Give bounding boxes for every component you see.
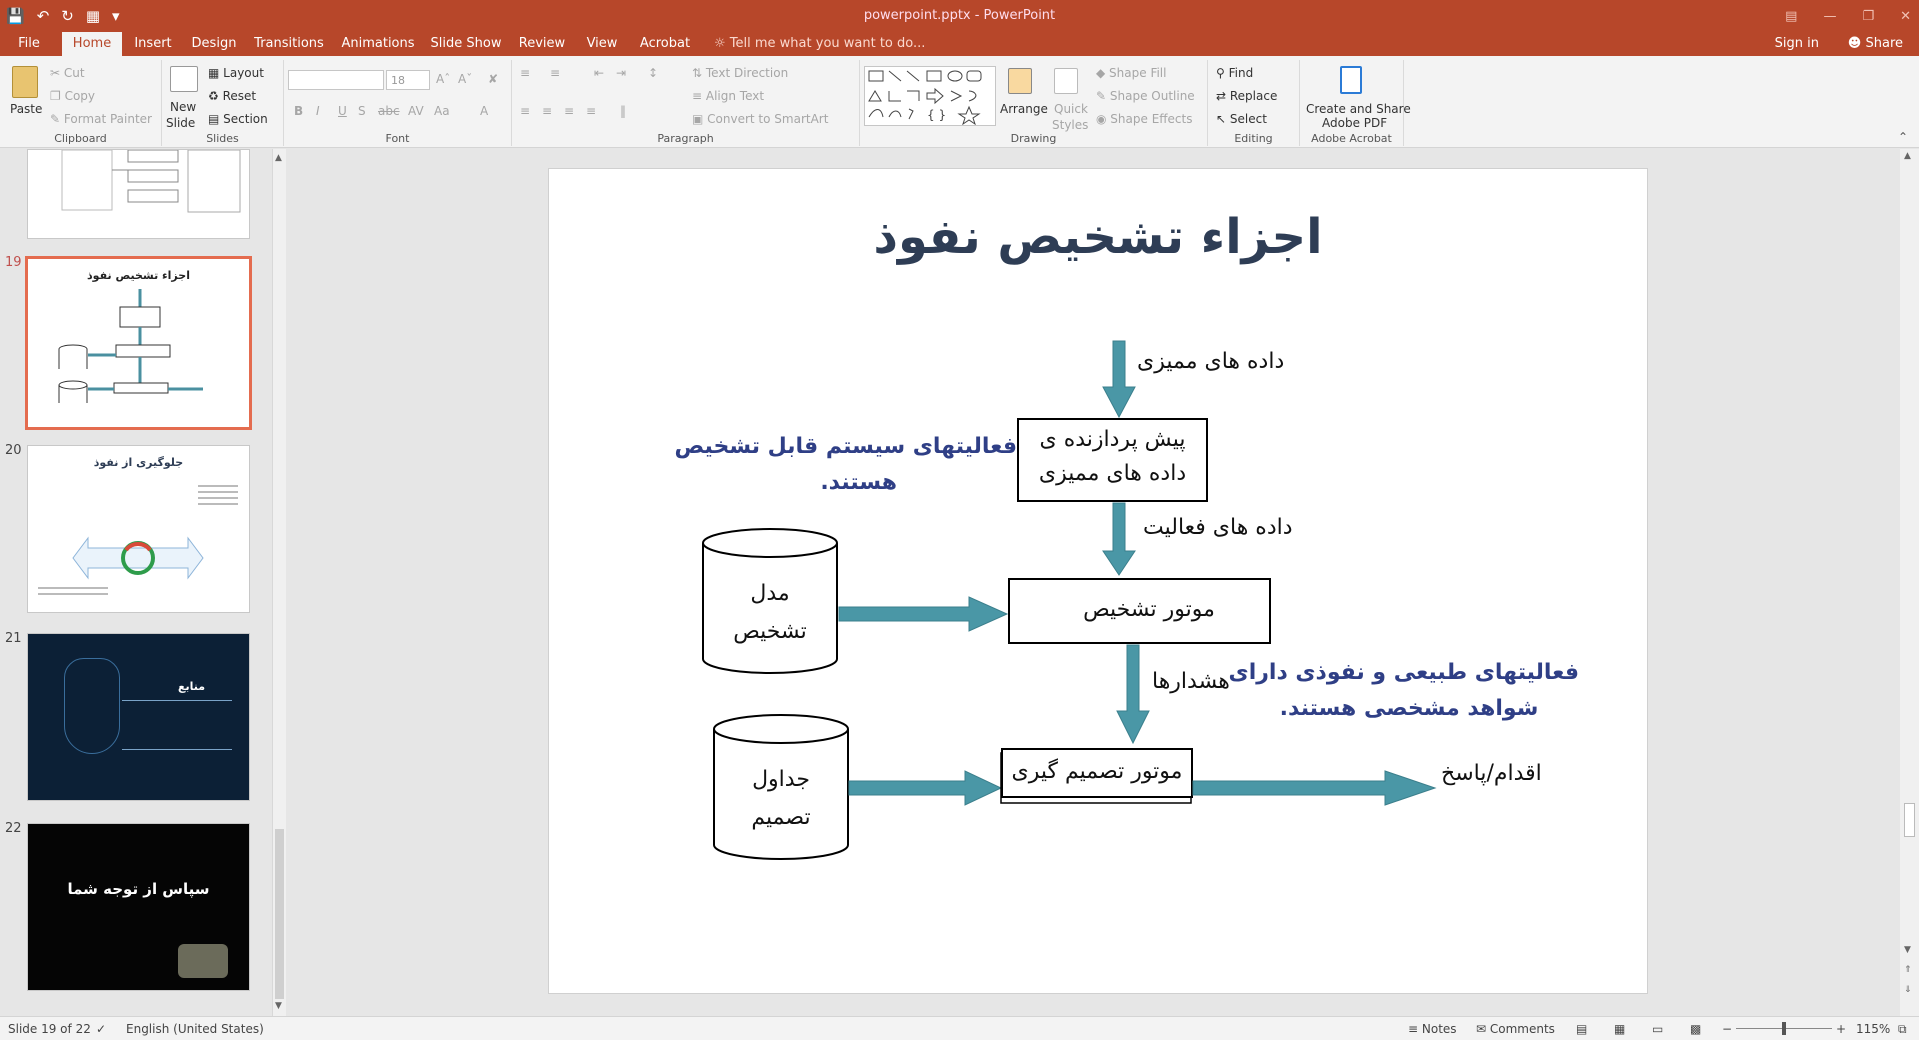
- close-icon[interactable]: ✕: [1900, 8, 1911, 24]
- slide-number-19: 19: [5, 255, 22, 270]
- tab-view[interactable]: View: [586, 36, 618, 51]
- quick-styles-button-2[interactable]: Styles: [1052, 118, 1089, 132]
- thumbnail-21-links: [122, 700, 232, 750]
- group-label-editing: Editing: [1234, 132, 1273, 145]
- slide-thumbnail-20[interactable]: [27, 445, 250, 613]
- arrow-engine-to-decision: [1117, 645, 1149, 743]
- shadow-icon[interactable]: S: [358, 104, 366, 118]
- new-slide-icon[interactable]: [170, 66, 198, 92]
- new-slide-button[interactable]: New: [170, 100, 197, 114]
- tell-me-box[interactable]: ☼ Tell me what you want to do...: [714, 36, 926, 51]
- shape-fill-button[interactable]: ◆ Shape Fill: [1096, 66, 1167, 80]
- arrow-model-to-engine: [839, 597, 1007, 631]
- undo-icon[interactable]: ↶: [36, 7, 50, 25]
- slide-thumbnail-22[interactable]: [27, 823, 250, 991]
- pdf-create-icon[interactable]: [1340, 66, 1362, 94]
- preprocessor-label-line2[interactable]: داده های ممیزی: [1038, 461, 1187, 486]
- arrange-icon[interactable]: [1008, 68, 1032, 94]
- input-data-label[interactable]: داده های ممیزی: [1137, 349, 1285, 374]
- arrange-button[interactable]: Arrange: [1000, 102, 1048, 116]
- note-normal-intrusive-line2[interactable]: شواهد مشخصی هستند.: [1279, 696, 1539, 721]
- quick-styles-button[interactable]: Quick: [1054, 102, 1088, 116]
- zoom-slider-thumb[interactable]: [1782, 1022, 1786, 1035]
- character-spacing-icon[interactable]: AV: [408, 104, 424, 118]
- slideshow-view-icon[interactable]: ▩: [1690, 1022, 1702, 1036]
- slide-thumbnail-19[interactable]: [25, 256, 252, 430]
- detection-model-label-line2[interactable]: تشخیص: [733, 619, 807, 644]
- reset-icon: ♻: [208, 89, 223, 103]
- smartart-icon: ▣: [692, 112, 708, 126]
- collapse-ribbon-icon[interactable]: ⌃: [1898, 130, 1909, 144]
- layout-icon: ▦: [208, 66, 224, 80]
- status-bar: [0, 1016, 1919, 1040]
- slide-thumbnail-21[interactable]: [27, 633, 250, 801]
- font-name-combobox[interactable]: [288, 70, 384, 90]
- comments-button[interactable]: ✉ Comments: [1476, 1022, 1555, 1036]
- shape-outline-button[interactable]: ✎ Shape Outline: [1096, 89, 1195, 103]
- sign-in-link[interactable]: Sign in: [1774, 36, 1819, 51]
- font-size-combobox[interactable]: 18: [386, 70, 430, 90]
- title-bar: [0, 0, 1919, 32]
- shape-effects-button[interactable]: ◉ Shape Effects: [1096, 112, 1193, 126]
- italic-icon[interactable]: I: [316, 104, 320, 118]
- group-label-font: Font: [385, 132, 410, 145]
- decision-tables-label-line1[interactable]: جداول: [752, 767, 810, 792]
- group-clipboard: [0, 60, 162, 146]
- slide-number-22: 22: [5, 821, 22, 836]
- copy-button[interactable]: ❐ Copy: [50, 89, 96, 103]
- minimize-icon[interactable]: —: [1823, 8, 1837, 24]
- line-spacing-icon[interactable]: ↕: [648, 66, 659, 80]
- layout-button[interactable]: ▦ Layout: [208, 66, 264, 80]
- group-label-slides: Slides: [206, 132, 239, 145]
- text-direction-button[interactable]: ⇅ Text Direction: [692, 66, 789, 80]
- note-system-activities-line1[interactable]: فعالیتهای سیستم قابل تشخیص: [674, 434, 1017, 459]
- cursor-icon: ↖: [1216, 112, 1230, 126]
- scissors-icon: ✂: [50, 66, 64, 80]
- strikethrough-icon[interactable]: abc: [378, 104, 400, 118]
- scroll-down-icon[interactable]: ▼: [1904, 945, 1911, 955]
- redo-icon[interactable]: ↻: [61, 7, 74, 25]
- replace-button[interactable]: ⇄ Replace: [1216, 89, 1278, 103]
- grow-font-icon[interactable]: Aˆ: [436, 72, 451, 86]
- thumbnail-scroll-thumb[interactable]: [275, 829, 284, 999]
- notes-button[interactable]: ≡ Notes: [1408, 1022, 1457, 1036]
- decision-tables-cylinder: [714, 729, 848, 859]
- scroll-up-icon[interactable]: ▲: [1904, 151, 1911, 161]
- group-label-paragraph: Paragraph: [657, 132, 714, 145]
- tab-insert[interactable]: Insert: [134, 36, 172, 51]
- activity-data-label[interactable]: داده های فعالیت: [1143, 515, 1293, 540]
- create-pdf-button[interactable]: Create and Share: [1306, 102, 1411, 116]
- tab-slide-show[interactable]: Slide Show: [430, 36, 502, 51]
- smartart-button[interactable]: ▣ Convert to SmartArt: [692, 112, 829, 126]
- new-slide-button-2[interactable]: Slide: [166, 116, 196, 130]
- fit-to-window-icon[interactable]: ⧉: [1898, 1022, 1907, 1036]
- notes-icon: ≡: [1408, 1022, 1422, 1036]
- columns-icon[interactable]: ‖: [620, 104, 626, 118]
- copy-icon: ❐: [50, 89, 65, 103]
- ribbon-tabs: [0, 32, 1919, 56]
- detection-model-cylinder: [703, 543, 837, 673]
- format-painter-button[interactable]: ✎ Format Painter: [50, 112, 152, 126]
- zoom-out-icon[interactable]: −: [1722, 1022, 1733, 1036]
- align-text-button[interactable]: ≡ Align Text: [692, 89, 765, 103]
- align-left-icon[interactable]: ≡: [520, 104, 531, 118]
- zoom-level[interactable]: 115%: [1856, 1022, 1891, 1036]
- text-direction-icon: ⇅: [692, 66, 706, 80]
- tab-animations[interactable]: Animations: [341, 36, 415, 51]
- preprocessor-label-line1[interactable]: پیش پردازنده ی: [1039, 427, 1186, 452]
- comment-icon: ✉: [1476, 1022, 1490, 1036]
- lightbulb-icon: ☼: [714, 36, 730, 51]
- shapes-gallery[interactable]: [864, 66, 996, 126]
- person-icon: ☻: [1847, 36, 1866, 51]
- normal-view-icon[interactable]: ▤: [1576, 1022, 1588, 1036]
- tab-home[interactable]: Home: [62, 32, 122, 56]
- tab-transitions[interactable]: Transitions: [254, 36, 324, 51]
- detection-model-label-line1[interactable]: مدل: [750, 581, 790, 606]
- tab-review[interactable]: Review: [518, 36, 566, 51]
- arrow-input-to-preprocessor: [1103, 341, 1135, 417]
- increase-indent-icon[interactable]: ⇥: [616, 66, 627, 80]
- effects-icon: ◉: [1096, 112, 1111, 126]
- group-acrobat: [1300, 60, 1411, 146]
- thumbnail-21-title: منابع: [178, 680, 206, 693]
- find-button[interactable]: ⚲ Find: [1216, 66, 1254, 80]
- decrease-indent-icon[interactable]: ⇤: [594, 66, 605, 80]
- ribbon: [0, 56, 1919, 148]
- slide-counter: Slide 19 of 22: [8, 1022, 91, 1036]
- font-color-icon[interactable]: A: [480, 104, 489, 118]
- start-from-beginning-icon[interactable]: ▦: [85, 7, 101, 25]
- alerts-label[interactable]: هشدارها: [1152, 669, 1230, 694]
- thumbnail-20-diagram: [28, 476, 249, 606]
- reset-button[interactable]: ♻ Reset: [208, 89, 257, 103]
- scroll-up-icon[interactable]: ▲: [275, 153, 282, 163]
- previous-slide-icon[interactable]: ⇑: [1904, 965, 1912, 975]
- svg-text:{ }: { }: [927, 108, 947, 122]
- quick-styles-icon[interactable]: [1054, 68, 1078, 94]
- tab-design[interactable]: Design: [191, 36, 237, 51]
- customize-toolbar-icon[interactable]: ▾: [112, 7, 120, 25]
- replace-icon: ⇄: [1216, 89, 1230, 103]
- scroll-down-icon[interactable]: ▼: [275, 1001, 282, 1011]
- group-drawing: [860, 60, 1208, 146]
- slide-number-21: 21: [5, 631, 22, 646]
- slide-scroll-thumb[interactable]: [1904, 803, 1915, 837]
- save-icon[interactable]: 💾: [6, 7, 25, 25]
- shrink-font-icon[interactable]: Aˇ: [458, 72, 473, 86]
- tab-file[interactable]: File: [18, 36, 40, 51]
- decision-tables-cylinder-top: [714, 715, 848, 743]
- detection-model-cylinder-top: [703, 529, 837, 557]
- paste-icon[interactable]: [12, 66, 38, 98]
- share-button[interactable]: ☻ Share: [1847, 36, 1903, 51]
- group-slides: [162, 60, 284, 146]
- thumbnail-22-title: سپاس از توجه شما: [67, 880, 210, 898]
- group-label-acrobat: Adobe Acrobat: [1311, 132, 1392, 145]
- note-normal-intrusive-line1[interactable]: فعالیتهای طبیعی و نفوذی دارای: [1228, 660, 1579, 685]
- paint-bucket-icon: ◆: [1096, 66, 1110, 80]
- align-center-icon[interactable]: ≡: [542, 104, 553, 118]
- group-label-drawing: Drawing: [1010, 132, 1057, 145]
- decision-tables-label-line2[interactable]: تصمیم: [751, 805, 811, 830]
- bold-icon[interactable]: B: [294, 104, 304, 118]
- align-right-icon[interactable]: ≡: [564, 104, 575, 118]
- create-pdf-button-2[interactable]: Adobe PDF: [1322, 116, 1388, 130]
- slide-scrollbar[interactable]: [1900, 149, 1919, 1016]
- paste-button[interactable]: Paste: [10, 102, 43, 116]
- thumbnail-18-preview: [28, 150, 250, 239]
- action-response-label[interactable]: اقدام/پاسخ: [1441, 761, 1542, 786]
- reading-view-icon[interactable]: ▭: [1652, 1022, 1664, 1036]
- arrow-decision-to-action: [1193, 771, 1435, 805]
- thumbnail-19-diagram: [28, 289, 249, 429]
- section-button[interactable]: ▤ Section: [208, 112, 268, 126]
- padlock-icon: [178, 944, 228, 978]
- align-text-icon: ≡: [692, 89, 706, 103]
- tab-acrobat[interactable]: Acrobat: [639, 36, 691, 51]
- section-icon: ▤: [208, 112, 224, 126]
- detection-engine-label[interactable]: موتور تشخیص: [1083, 597, 1215, 622]
- thumbnail-scrollbar[interactable]: [272, 149, 286, 1016]
- clear-formatting-icon[interactable]: ✘: [488, 72, 499, 86]
- zoom-in-icon[interactable]: +: [1836, 1022, 1847, 1036]
- numbering-icon[interactable]: ≡: [550, 66, 561, 80]
- pen-icon: ✎: [1096, 89, 1110, 103]
- justify-icon[interactable]: ≡: [586, 104, 597, 118]
- note-system-activities-line2[interactable]: هستند.: [820, 470, 897, 495]
- arrow-tables-to-decision: [849, 771, 1001, 805]
- maximize-icon[interactable]: ❐: [1862, 8, 1875, 24]
- spell-check-icon[interactable]: ✓: [96, 1022, 107, 1036]
- slide-thumbnail-pane: [0, 149, 282, 1016]
- bullets-icon[interactable]: ≡: [520, 66, 531, 80]
- document-title: powerpoint.pptx - PowerPoint: [863, 8, 1056, 23]
- ribbon-display-icon[interactable]: ▤: [1785, 8, 1798, 24]
- slide-canvas[interactable]: [548, 168, 1648, 994]
- window-controls: [1785, 0, 1911, 32]
- arrow-preprocessor-to-engine: [1103, 503, 1135, 575]
- slide-sorter-icon[interactable]: ▦: [1614, 1022, 1626, 1036]
- underline-icon[interactable]: U: [338, 104, 347, 118]
- slide-number-20: 20: [5, 443, 22, 458]
- next-slide-icon[interactable]: ⇓: [1904, 985, 1912, 995]
- group-editing: [1208, 60, 1300, 146]
- thumbnail-19-title: اجزاء تشخیص نفوذ: [87, 269, 190, 282]
- group-label-clipboard: Clipboard: [54, 132, 107, 145]
- change-case-icon[interactable]: Aa: [434, 104, 450, 118]
- decision-engine-label[interactable]: موتور تصمیم گیری: [1011, 759, 1183, 784]
- cut-button[interactable]: ✂ Cut: [50, 66, 85, 80]
- group-font: [284, 60, 512, 146]
- slide-title[interactable]: اجزاء تشخیص نفوذ: [873, 209, 1323, 265]
- language-indicator[interactable]: English (United States): [126, 1022, 264, 1036]
- magnifier-icon: ⚲: [1216, 66, 1229, 80]
- shapes-gallery-icons: [865, 67, 995, 125]
- select-button[interactable]: ↖ Select: [1216, 112, 1267, 126]
- brush-icon: ✎: [50, 112, 64, 126]
- slide-thumbnail-18[interactable]: [27, 149, 250, 239]
- group-paragraph: [512, 60, 860, 146]
- thumbnail-20-title: جلوگیری از نفوذ: [93, 456, 184, 469]
- shield-icon: [64, 658, 120, 754]
